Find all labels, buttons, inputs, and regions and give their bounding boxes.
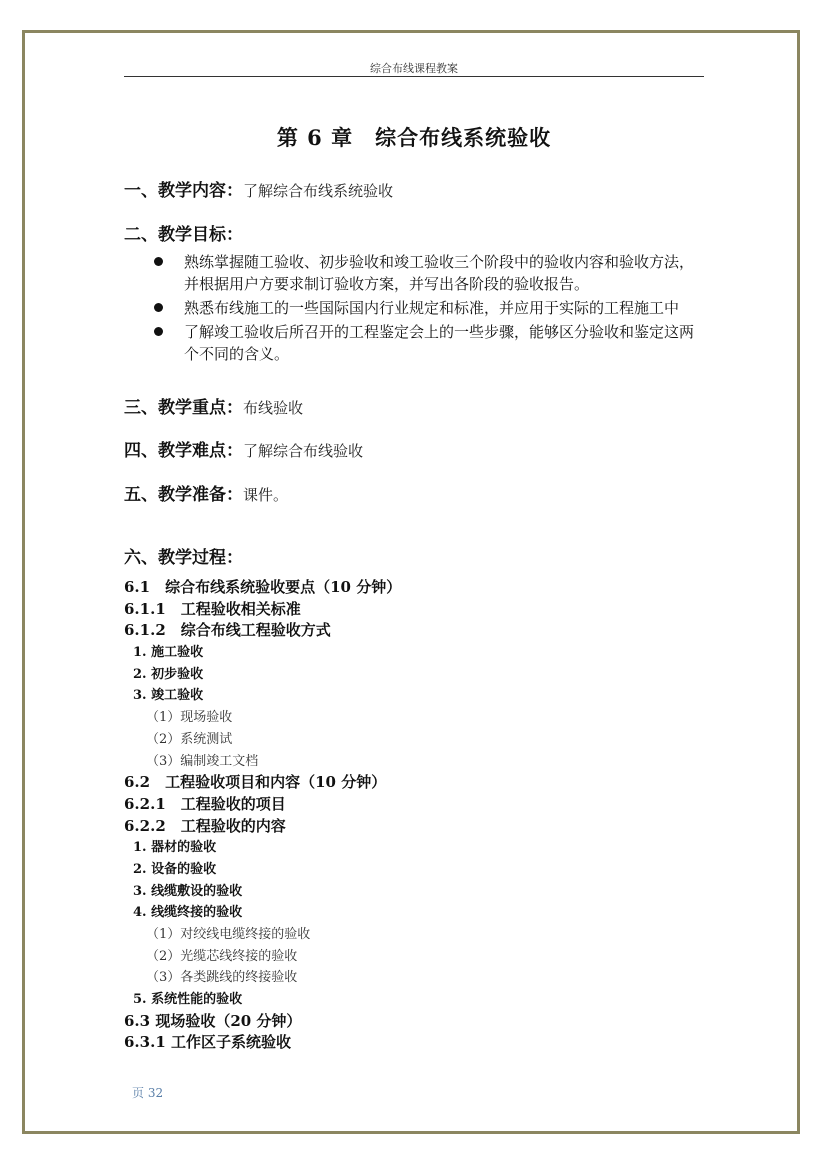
outline-subheading: 6.1.1 工程验收相关标准: [124, 599, 301, 618]
outline-subheading: 6.1.2 综合布线工程验收方式: [124, 621, 331, 640]
section-teaching-focus: [124, 393, 303, 418]
outline-heading: 6.3 现场验收（20 分钟）: [124, 1011, 302, 1030]
section-teaching-goals: [124, 220, 243, 245]
process-outline: [124, 577, 704, 1054]
bullet-icon: [154, 303, 163, 312]
section-label: 三、教学重点：: [124, 398, 243, 418]
outline-subitem: （3）编制竣工文档: [146, 753, 259, 769]
outline-item: 4. 线缆终接的验收: [133, 905, 243, 921]
outline-item: 1. 器材的验收: [133, 840, 217, 856]
outline-subitem: （3）各类跳线的终接验收: [146, 970, 298, 986]
page-number: 页 32: [132, 1086, 164, 1100]
goal-text: 了解竣工验收后所召开的工程鉴定会上的一些步骤，能够区分验收和鉴定这两个不同的含义。: [184, 323, 695, 363]
outline-subitem: （1）对绞线电缆终接的验收: [146, 927, 311, 942]
bullet-icon: [154, 327, 163, 336]
section-label: 四、教学难点：: [124, 441, 243, 461]
goals-list: [152, 251, 707, 367]
chapter-title: 第 6 章 综合布线系统验收: [276, 125, 552, 150]
goal-item: [152, 297, 707, 319]
section-value: 了解综合布线系统验收: [243, 182, 394, 200]
section-value: 了解综合布线验收: [243, 442, 364, 460]
outline-item: 1. 施工验收: [133, 645, 204, 661]
running-header: 综合布线课程教案: [370, 62, 458, 75]
outline-item: 2. 初步验收: [133, 666, 204, 682]
section-teaching-content: [124, 176, 393, 201]
section-label: 二、教学目标：: [124, 225, 243, 245]
section-label: 六、教学过程：: [124, 548, 243, 568]
section-teaching-preparation: [124, 480, 288, 505]
outline-heading: 6.1 综合布线系统验收要点（10 分钟）: [124, 578, 402, 596]
section-value: 课件。: [243, 486, 289, 504]
goal-item: [152, 321, 707, 365]
outline-item: 5. 系统性能的验收: [133, 992, 243, 1008]
header-rule: [124, 76, 704, 77]
outline-item: 3. 线缆敷设的验收: [133, 883, 243, 899]
outline-subitem: （2）系统测试: [146, 731, 233, 747]
goal-text: 熟悉布线施工的一些国际国内行业规定和标准，并应用于实际的工程施工中: [184, 299, 680, 317]
outline-item: 2. 设备的验收: [133, 861, 217, 877]
outline-heading: 6.2 工程验收项目和内容（10 分钟）: [124, 773, 387, 792]
section-label: 五、教学准备：: [124, 485, 243, 505]
outline-subheading: 6.2.1 工程验收的项目: [124, 794, 286, 813]
section-teaching-process: [124, 543, 243, 568]
goal-item: [152, 251, 707, 295]
outline-item: 3. 竣工验收: [133, 688, 204, 704]
section-label: 一、教学内容：: [124, 181, 243, 201]
section-value: 布线验收: [243, 399, 304, 417]
outline-subitem: （2）光缆芯线终接的验收: [146, 948, 298, 964]
bullet-icon: [154, 257, 163, 266]
outline-subitem: （1）现场验收: [146, 710, 233, 726]
goal-text: 熟练掌握随工验收、初步验收和竣工验收三个阶段中的验收内容和验收方法，并根据用户方要求制订验收方案，并写出各阶段的验收报告。: [184, 253, 695, 293]
section-teaching-difficulty: [124, 436, 363, 461]
outline-subheading: 6.3.1 工作区子系统验收: [124, 1033, 291, 1052]
outline-subheading: 6.2.2 工程验收的内容: [124, 816, 286, 835]
